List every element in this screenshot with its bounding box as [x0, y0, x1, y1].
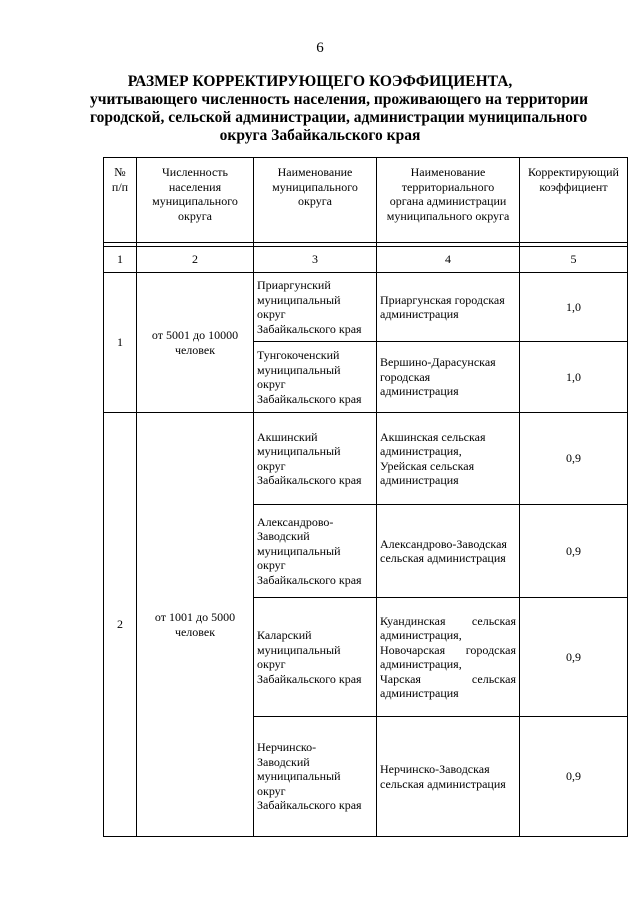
coefficient-table: [103, 157, 628, 837]
row-number: 2: [104, 413, 137, 837]
column-number: 4: [377, 247, 520, 273]
district-name: Каларский муниципальный округ Забайкальского края: [254, 598, 377, 717]
page-number: 6: [316, 40, 324, 56]
column-number: 2: [137, 247, 254, 273]
column-number: 5: [520, 247, 628, 273]
row-number: 1: [104, 273, 137, 413]
population-range: от 1001 до 5000 человек: [137, 413, 254, 837]
header-population: Численность населения муниципального округа: [137, 158, 254, 243]
column-number: 3: [254, 247, 377, 273]
table-row: [104, 413, 628, 505]
district-name: Акшинский муниципальный округ Забайкальского края: [254, 413, 377, 505]
coefficient-value: 0,9: [520, 505, 628, 598]
admin-name: Куандинская сельская администрация, Новочарская городская администрация, Чарская сельская администрация: [377, 598, 520, 717]
district-name: Александрово- Заводский муниципальный округ Забайкальского края: [254, 505, 377, 598]
coefficient-value: 0,9: [520, 598, 628, 717]
title-line: городской, сельской администрации, администрации муниципального: [90, 109, 588, 126]
header-number: № п/п: [104, 158, 137, 243]
title-line: РАЗМЕР КОРРЕКТИРУЮЩЕГО КОЭФФИЦИЕНТА,: [127, 73, 513, 90]
coefficient-value: 1,0: [520, 342, 628, 413]
coefficient-value: 0,9: [520, 717, 628, 837]
header-district: Наименование муниципального округа: [254, 158, 377, 243]
district-name: Нерчинско- Заводский муниципальный округ Забайкальского края: [254, 717, 377, 837]
coefficient-value: 1,0: [520, 273, 628, 342]
document-title: [90, 73, 589, 145]
table-row: [104, 273, 628, 342]
population-range: от 5001 до 10000 человек: [137, 273, 254, 413]
district-name: Тунгокоченский муниципальный округ Забайкальского края: [254, 342, 377, 413]
coefficient-value: 0,9: [520, 413, 628, 505]
header-coefficient: Корректирующий коэффициент: [520, 158, 628, 243]
header-admin: Наименование территориального органа администрации муниципального округа: [377, 158, 520, 243]
column-number-row: [104, 247, 628, 273]
admin-name: Вершино-Дарасунская городская администрация: [377, 342, 520, 413]
column-number: 1: [104, 247, 137, 273]
admin-name: Приаргунская городская администрация: [377, 273, 520, 342]
admin-name: Нерчинско-Заводская сельская администрация: [377, 717, 520, 837]
title-line: учитывающего численность населения, проживающего на территории: [90, 91, 589, 108]
table-header-row: [104, 158, 628, 243]
admin-name: Акшинская сельская администрация, Урейская сельская администрация: [377, 413, 520, 505]
district-name: Приаргунский муниципальный округ Забайкальского края: [254, 273, 377, 342]
title-line: округа Забайкальского края: [219, 127, 421, 144]
admin-name: Александрово-Заводская сельская администрация: [377, 505, 520, 598]
